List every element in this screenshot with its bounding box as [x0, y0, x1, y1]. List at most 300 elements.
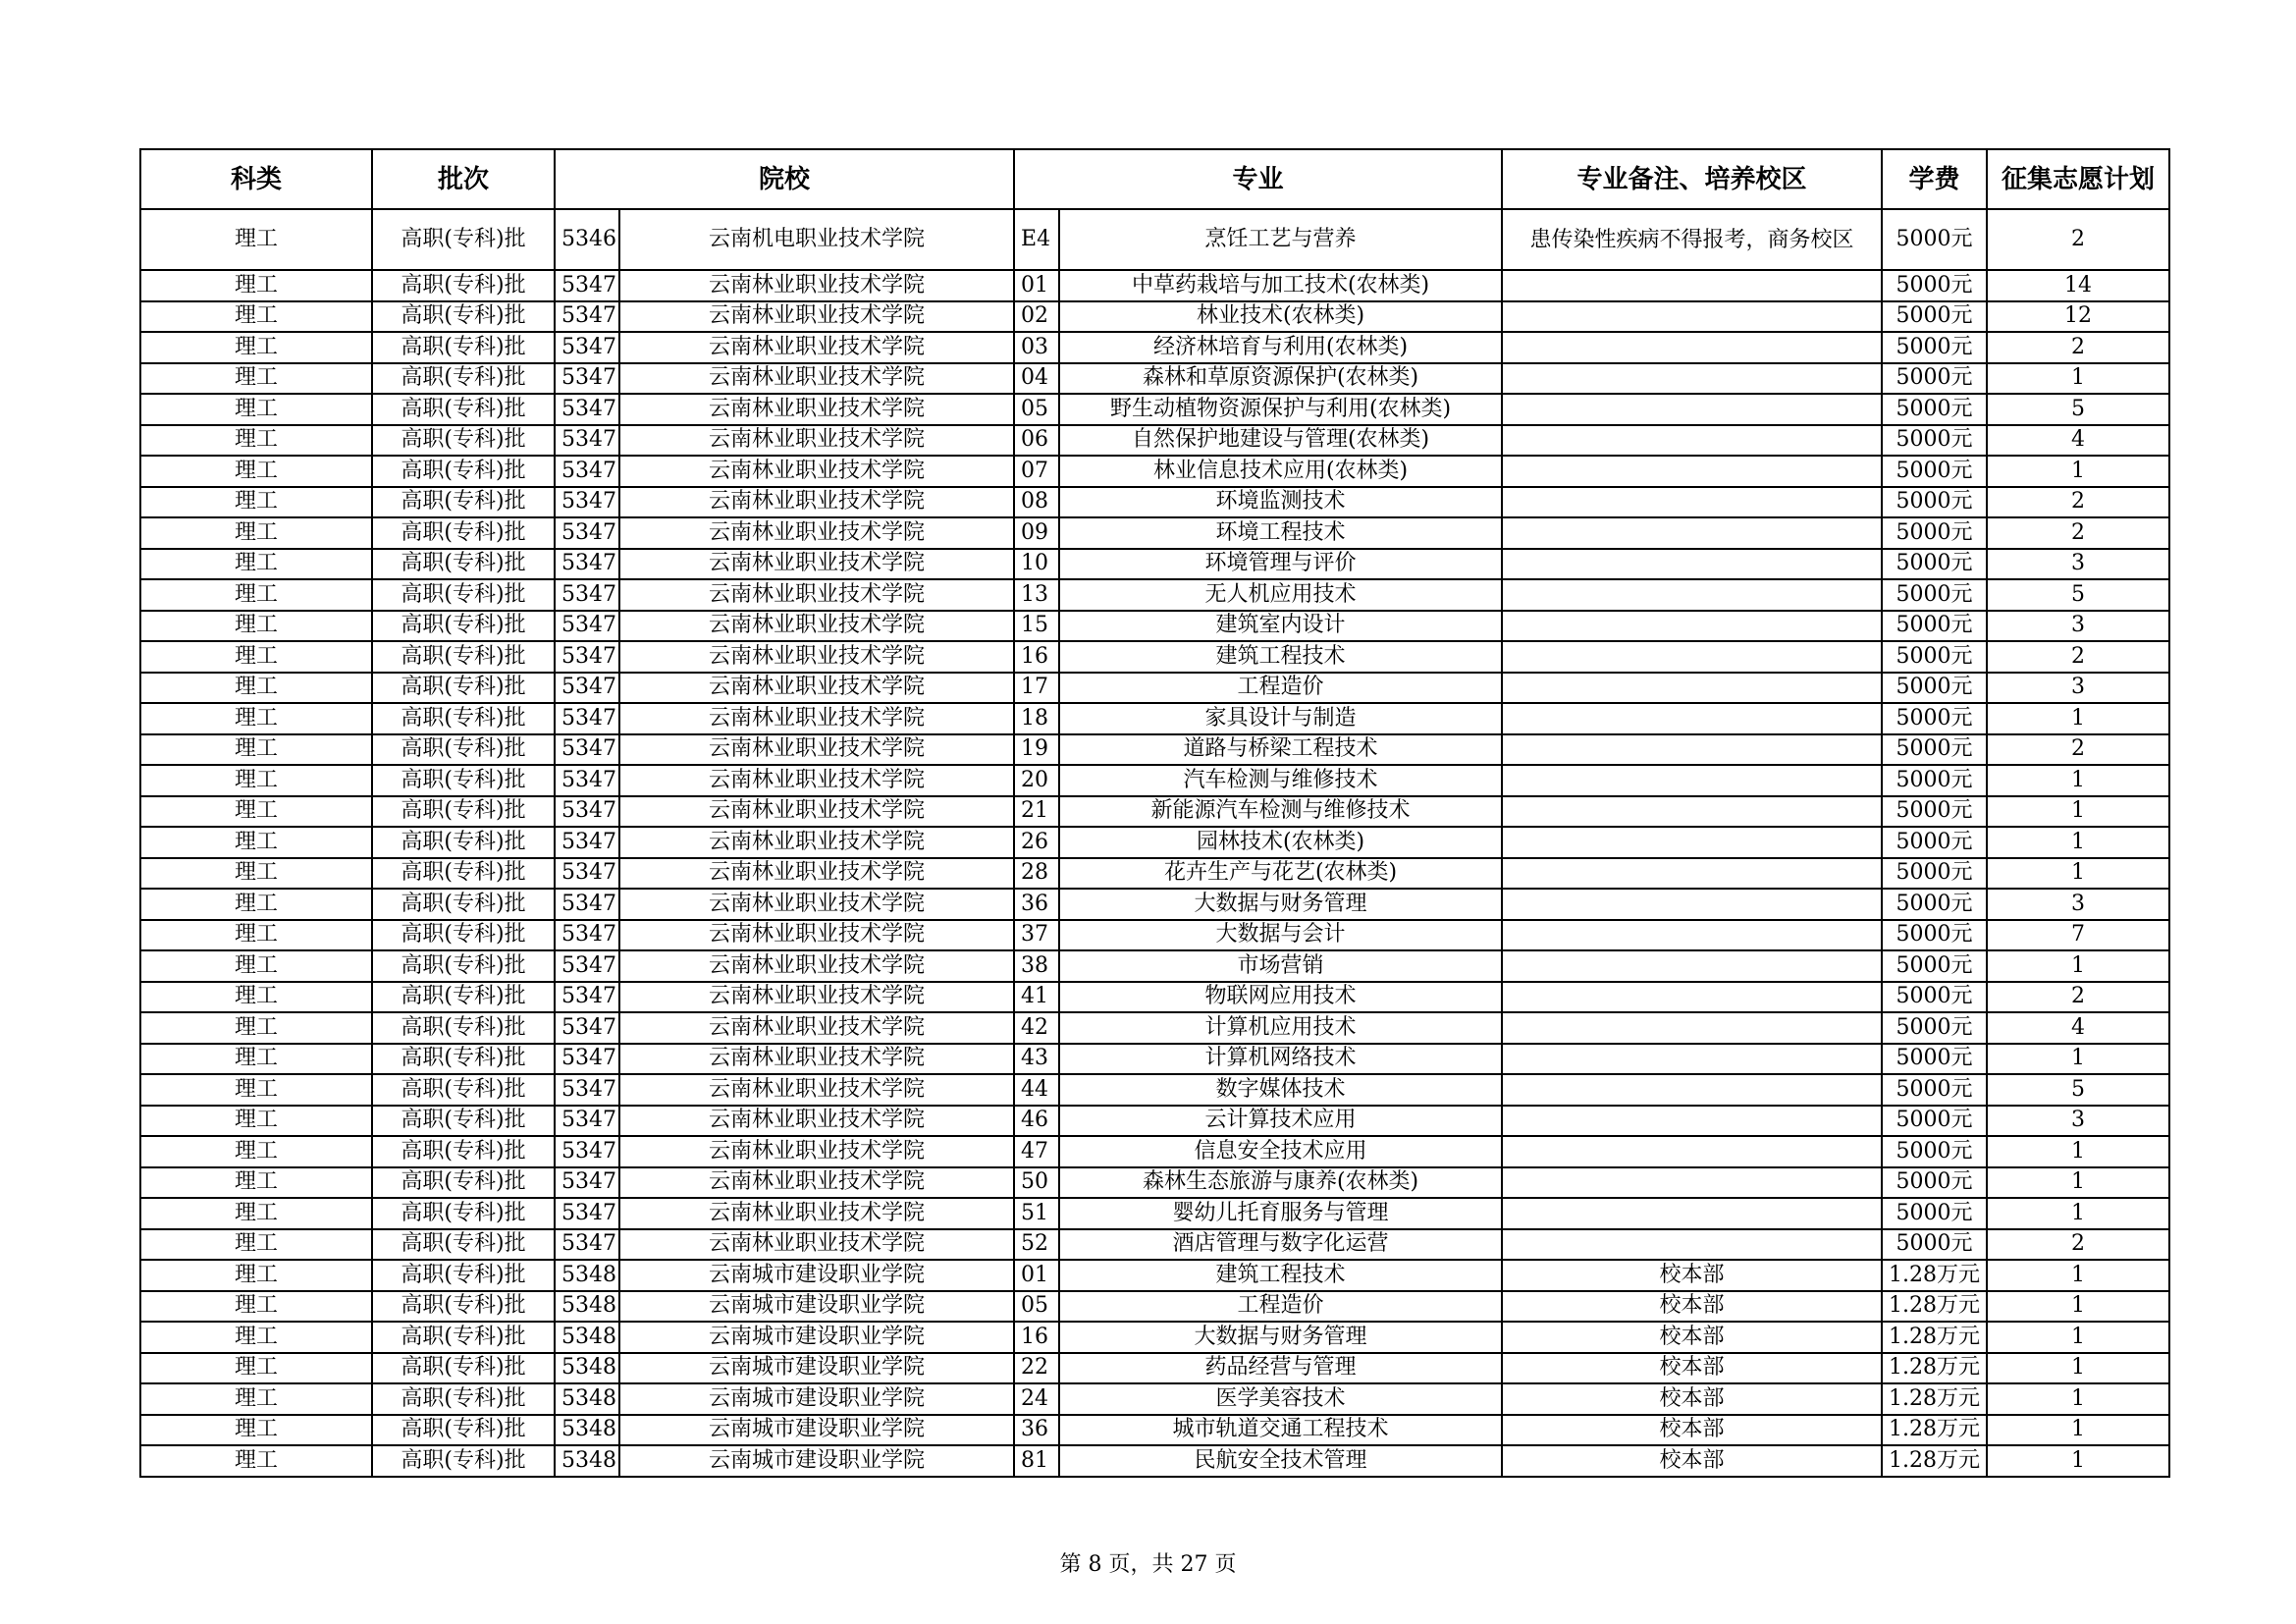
- cell-school: 云南林业职业技术学院: [619, 579, 1014, 611]
- cell-school: 云南林业职业技术学院: [619, 456, 1014, 487]
- cell-category: 理工: [140, 332, 372, 363]
- cell-fee: 1.28万元: [1882, 1415, 1987, 1446]
- cell-batch: 高职(专科)批: [372, 301, 555, 333]
- cell-major: 建筑室内设计: [1059, 611, 1502, 642]
- header-row: [140, 149, 2169, 209]
- cell-school-code: 5347: [555, 611, 619, 642]
- cell-note: [1502, 579, 1882, 611]
- cell-school: 云南城市建设职业学院: [619, 1415, 1014, 1446]
- cell-school-code: 5347: [555, 1229, 619, 1261]
- cell-note: [1502, 950, 1882, 982]
- cell-category: 理工: [140, 456, 372, 487]
- table-row: [140, 209, 2169, 270]
- cell-category: 理工: [140, 1198, 372, 1229]
- cell-school-code: 5347: [555, 549, 619, 580]
- table-row: [140, 982, 2169, 1013]
- cell-major-code: 21: [1014, 796, 1059, 828]
- cell-school-code: 5346: [555, 209, 619, 270]
- cell-major-code: E4: [1014, 209, 1059, 270]
- cell-batch: 高职(专科)批: [372, 611, 555, 642]
- cell-note: [1502, 394, 1882, 425]
- cell-major-code: 06: [1014, 425, 1059, 457]
- cell-school: 云南林业职业技术学院: [619, 827, 1014, 858]
- cell-note: 校本部: [1502, 1415, 1882, 1446]
- cell-fee: 5000元: [1882, 765, 1987, 796]
- cell-major-code: 41: [1014, 982, 1059, 1013]
- cell-note: [1502, 703, 1882, 734]
- cell-category: 理工: [140, 1291, 372, 1323]
- cell-fee: 5000元: [1882, 1229, 1987, 1261]
- cell-school-code: 5347: [555, 982, 619, 1013]
- cell-category: 理工: [140, 425, 372, 457]
- cell-major: 药品经营与管理: [1059, 1353, 1502, 1384]
- cell-school: 云南林业职业技术学院: [619, 611, 1014, 642]
- cell-major: 建筑工程技术: [1059, 641, 1502, 673]
- cell-major-code: 07: [1014, 456, 1059, 487]
- cell-plan: 1: [1987, 1167, 2169, 1199]
- cell-fee: 5000元: [1882, 456, 1987, 487]
- table-row: [140, 394, 2169, 425]
- table-row: [140, 1106, 2169, 1137]
- cell-major-code: 16: [1014, 1322, 1059, 1353]
- cell-batch: 高职(专科)批: [372, 1012, 555, 1044]
- cell-category: 理工: [140, 673, 372, 704]
- cell-plan: 3: [1987, 889, 2169, 920]
- cell-plan: 2: [1987, 982, 2169, 1013]
- cell-major: 野生动植物资源保护与利用(农林类): [1059, 394, 1502, 425]
- cell-plan: 2: [1987, 332, 2169, 363]
- table-row: [140, 332, 2169, 363]
- cell-school: 云南机电职业技术学院: [619, 209, 1014, 270]
- cell-fee: 5000元: [1882, 579, 1987, 611]
- cell-batch: 高职(专科)批: [372, 517, 555, 549]
- cell-note: 校本部: [1502, 1445, 1882, 1477]
- cell-major-code: 24: [1014, 1383, 1059, 1415]
- cell-plan: 1: [1987, 1136, 2169, 1167]
- table-row: [140, 1291, 2169, 1323]
- cell-note: [1502, 765, 1882, 796]
- table-row: [140, 456, 2169, 487]
- cell-plan: 2: [1987, 641, 2169, 673]
- cell-batch: 高职(专科)批: [372, 579, 555, 611]
- cell-plan: 3: [1987, 549, 2169, 580]
- cell-category: 理工: [140, 1044, 372, 1075]
- cell-school: 云南林业职业技术学院: [619, 394, 1014, 425]
- cell-fee: 5000元: [1882, 703, 1987, 734]
- cell-note: [1502, 1074, 1882, 1106]
- cell-major-code: 42: [1014, 1012, 1059, 1044]
- cell-note: [1502, 641, 1882, 673]
- table-row: [140, 549, 2169, 580]
- cell-note: [1502, 1167, 1882, 1199]
- cell-batch: 高职(专科)批: [372, 734, 555, 766]
- cell-fee: 1.28万元: [1882, 1260, 1987, 1291]
- cell-batch: 高职(专科)批: [372, 270, 555, 301]
- cell-school-code: 5347: [555, 487, 619, 518]
- cell-fee: 5000元: [1882, 734, 1987, 766]
- cell-school-code: 5347: [555, 734, 619, 766]
- cell-major: 林业信息技术应用(农林类): [1059, 456, 1502, 487]
- cell-plan: 4: [1987, 1012, 2169, 1044]
- cell-note: [1502, 1044, 1882, 1075]
- cell-batch: 高职(专科)批: [372, 487, 555, 518]
- cell-batch: 高职(专科)批: [372, 703, 555, 734]
- cell-plan: 3: [1987, 611, 2169, 642]
- cell-major-code: 43: [1014, 1044, 1059, 1075]
- cell-plan: 1: [1987, 703, 2169, 734]
- cell-school: 云南林业职业技术学院: [619, 1074, 1014, 1106]
- cell-category: 理工: [140, 765, 372, 796]
- cell-school-code: 5347: [555, 950, 619, 982]
- cell-major: 信息安全技术应用: [1059, 1136, 1502, 1167]
- cell-plan: 1: [1987, 827, 2169, 858]
- cell-fee: 5000元: [1882, 796, 1987, 828]
- cell-batch: 高职(专科)批: [372, 1167, 555, 1199]
- cell-plan: 1: [1987, 796, 2169, 828]
- table-row: [140, 1445, 2169, 1477]
- table-body: [140, 209, 2169, 1477]
- cell-category: 理工: [140, 1136, 372, 1167]
- table-row: [140, 734, 2169, 766]
- cell-batch: 高职(专科)批: [372, 827, 555, 858]
- cell-major-code: 10: [1014, 549, 1059, 580]
- cell-fee: 5000元: [1882, 1044, 1987, 1075]
- table-row: [140, 950, 2169, 982]
- cell-fee: 5000元: [1882, 394, 1987, 425]
- cell-major-code: 26: [1014, 827, 1059, 858]
- header-school: 院校: [555, 149, 1014, 209]
- table-row: [140, 1012, 2169, 1044]
- cell-plan: 4: [1987, 425, 2169, 457]
- cell-note: [1502, 332, 1882, 363]
- cell-fee: 5000元: [1882, 549, 1987, 580]
- cell-category: 理工: [140, 1383, 372, 1415]
- table-row: [140, 487, 2169, 518]
- cell-major-code: 17: [1014, 673, 1059, 704]
- cell-major: 民航安全技术管理: [1059, 1445, 1502, 1477]
- cell-batch: 高职(专科)批: [372, 394, 555, 425]
- page-footer: 第 8 页，共 27 页: [1059, 1552, 1237, 1577]
- cell-fee: 1.28万元: [1882, 1353, 1987, 1384]
- cell-note: [1502, 487, 1882, 518]
- cell-major: 物联网应用技术: [1059, 982, 1502, 1013]
- cell-fee: 5000元: [1882, 1167, 1987, 1199]
- cell-major-code: 36: [1014, 1415, 1059, 1446]
- cell-batch: 高职(专科)批: [372, 858, 555, 890]
- cell-major: 烹饪工艺与营养: [1059, 209, 1502, 270]
- cell-major: 经济林培育与利用(农林类): [1059, 332, 1502, 363]
- cell-fee: 5000元: [1882, 920, 1987, 951]
- cell-plan: 1: [1987, 1291, 2169, 1323]
- cell-major: 城市轨道交通工程技术: [1059, 1415, 1502, 1446]
- cell-school: 云南林业职业技术学院: [619, 1167, 1014, 1199]
- cell-major: 环境管理与评价: [1059, 549, 1502, 580]
- cell-batch: 高职(专科)批: [372, 1353, 555, 1384]
- cell-note: [1502, 1198, 1882, 1229]
- cell-school: 云南林业职业技术学院: [619, 1229, 1014, 1261]
- header-category: 科类: [140, 149, 372, 209]
- table-row: [140, 1198, 2169, 1229]
- cell-plan: 1: [1987, 1353, 2169, 1384]
- cell-major-code: 50: [1014, 1167, 1059, 1199]
- cell-plan: 5: [1987, 1074, 2169, 1106]
- cell-fee: 5000元: [1882, 611, 1987, 642]
- cell-plan: 2: [1987, 1229, 2169, 1261]
- cell-batch: 高职(专科)批: [372, 1136, 555, 1167]
- cell-fee: 5000元: [1882, 209, 1987, 270]
- table-row: [140, 1415, 2169, 1446]
- cell-major: 医学美容技术: [1059, 1383, 1502, 1415]
- cell-note: [1502, 611, 1882, 642]
- cell-major-code: 08: [1014, 487, 1059, 518]
- cell-school: 云南林业职业技术学院: [619, 1012, 1014, 1044]
- cell-category: 理工: [140, 517, 372, 549]
- cell-major-code: 44: [1014, 1074, 1059, 1106]
- admission-plan-table: [139, 148, 2170, 1478]
- cell-note: [1502, 301, 1882, 333]
- cell-major: 建筑工程技术: [1059, 1260, 1502, 1291]
- cell-major-code: 16: [1014, 641, 1059, 673]
- cell-plan: 2: [1987, 487, 2169, 518]
- cell-school: 云南林业职业技术学院: [619, 1198, 1014, 1229]
- table-row: [140, 920, 2169, 951]
- table-row: [140, 363, 2169, 395]
- cell-school-code: 5348: [555, 1383, 619, 1415]
- cell-fee: 5000元: [1882, 332, 1987, 363]
- cell-plan: 3: [1987, 673, 2169, 704]
- cell-major-code: 02: [1014, 301, 1059, 333]
- cell-category: 理工: [140, 270, 372, 301]
- header-fee: 学费: [1882, 149, 1987, 209]
- cell-major-code: 20: [1014, 765, 1059, 796]
- cell-major-code: 51: [1014, 1198, 1059, 1229]
- cell-note: [1502, 889, 1882, 920]
- cell-school: 云南林业职业技术学院: [619, 796, 1014, 828]
- cell-fee: 1.28万元: [1882, 1291, 1987, 1323]
- cell-note: [1502, 920, 1882, 951]
- cell-school: 云南林业职业技术学院: [619, 982, 1014, 1013]
- cell-school-code: 5347: [555, 641, 619, 673]
- cell-school: 云南林业职业技术学院: [619, 549, 1014, 580]
- cell-plan: 1: [1987, 765, 2169, 796]
- cell-fee: 5000元: [1882, 889, 1987, 920]
- cell-major-code: 05: [1014, 394, 1059, 425]
- cell-school-code: 5348: [555, 1445, 619, 1477]
- cell-major: 工程造价: [1059, 1291, 1502, 1323]
- cell-plan: 1: [1987, 1445, 2169, 1477]
- cell-school-code: 5347: [555, 1106, 619, 1137]
- cell-school-code: 5347: [555, 425, 619, 457]
- cell-fee: 5000元: [1882, 301, 1987, 333]
- cell-school-code: 5347: [555, 1074, 619, 1106]
- cell-category: 理工: [140, 1074, 372, 1106]
- cell-plan: 2: [1987, 209, 2169, 270]
- cell-school: 云南城市建设职业学院: [619, 1291, 1014, 1323]
- cell-major: 计算机应用技术: [1059, 1012, 1502, 1044]
- cell-category: 理工: [140, 1167, 372, 1199]
- cell-batch: 高职(专科)批: [372, 641, 555, 673]
- cell-school-code: 5347: [555, 703, 619, 734]
- cell-major-code: 19: [1014, 734, 1059, 766]
- cell-category: 理工: [140, 827, 372, 858]
- table-row: [140, 827, 2169, 858]
- cell-batch: 高职(专科)批: [372, 363, 555, 395]
- cell-plan: 5: [1987, 394, 2169, 425]
- cell-school: 云南林业职业技术学院: [619, 950, 1014, 982]
- cell-major: 大数据与财务管理: [1059, 1322, 1502, 1353]
- table-row: [140, 517, 2169, 549]
- cell-batch: 高职(专科)批: [372, 796, 555, 828]
- table-row: [140, 1322, 2169, 1353]
- cell-batch: 高职(专科)批: [372, 982, 555, 1013]
- cell-plan: 14: [1987, 270, 2169, 301]
- cell-note: [1502, 982, 1882, 1013]
- cell-school: 云南林业职业技术学院: [619, 1044, 1014, 1075]
- cell-school: 云南城市建设职业学院: [619, 1445, 1014, 1477]
- cell-plan: 2: [1987, 517, 2169, 549]
- cell-category: 理工: [140, 301, 372, 333]
- cell-major: 酒店管理与数字化运营: [1059, 1229, 1502, 1261]
- cell-category: 理工: [140, 703, 372, 734]
- cell-fee: 1.28万元: [1882, 1322, 1987, 1353]
- cell-note: [1502, 796, 1882, 828]
- cell-school-code: 5347: [555, 858, 619, 890]
- cell-major-code: 05: [1014, 1291, 1059, 1323]
- cell-fee: 5000元: [1882, 517, 1987, 549]
- table-row: [140, 1044, 2169, 1075]
- cell-batch: 高职(专科)批: [372, 1198, 555, 1229]
- cell-batch: 高职(专科)批: [372, 1322, 555, 1353]
- cell-major-code: 37: [1014, 920, 1059, 951]
- cell-batch: 高职(专科)批: [372, 1445, 555, 1477]
- cell-category: 理工: [140, 889, 372, 920]
- cell-school-code: 5347: [555, 332, 619, 363]
- header-major: 专业: [1014, 149, 1502, 209]
- table-row: [140, 1353, 2169, 1384]
- cell-note: [1502, 858, 1882, 890]
- cell-school-code: 5347: [555, 1136, 619, 1167]
- table-row: [140, 1074, 2169, 1106]
- table-row: [140, 1136, 2169, 1167]
- table-row: [140, 703, 2169, 734]
- cell-school-code: 5347: [555, 827, 619, 858]
- table-row: [140, 425, 2169, 457]
- cell-category: 理工: [140, 796, 372, 828]
- cell-note: [1502, 673, 1882, 704]
- cell-plan: 1: [1987, 363, 2169, 395]
- table-row: [140, 1260, 2169, 1291]
- cell-school: 云南林业职业技术学院: [619, 487, 1014, 518]
- cell-note: 患传染性疾病不得报考，商务校区: [1502, 209, 1882, 270]
- cell-major: 云计算技术应用: [1059, 1106, 1502, 1137]
- cell-school-code: 5347: [555, 1198, 619, 1229]
- cell-fee: 5000元: [1882, 363, 1987, 395]
- header-plan: 征集志愿计划: [1987, 149, 2169, 209]
- cell-major-code: 03: [1014, 332, 1059, 363]
- table-row: [140, 858, 2169, 890]
- table-row: [140, 301, 2169, 333]
- cell-school: 云南林业职业技术学院: [619, 1136, 1014, 1167]
- cell-major: 新能源汽车检测与维修技术: [1059, 796, 1502, 828]
- cell-fee: 5000元: [1882, 487, 1987, 518]
- table-row: [140, 765, 2169, 796]
- cell-category: 理工: [140, 394, 372, 425]
- cell-major-code: 36: [1014, 889, 1059, 920]
- cell-major: 婴幼儿托育服务与管理: [1059, 1198, 1502, 1229]
- cell-major: 环境监测技术: [1059, 487, 1502, 518]
- cell-category: 理工: [140, 734, 372, 766]
- cell-fee: 5000元: [1882, 827, 1987, 858]
- cell-school: 云南林业职业技术学院: [619, 858, 1014, 890]
- cell-note: [1502, 363, 1882, 395]
- cell-category: 理工: [140, 579, 372, 611]
- cell-major-code: 46: [1014, 1106, 1059, 1137]
- cell-major-code: 04: [1014, 363, 1059, 395]
- cell-major: 道路与桥梁工程技术: [1059, 734, 1502, 766]
- cell-fee: 5000元: [1882, 270, 1987, 301]
- cell-school: 云南林业职业技术学院: [619, 363, 1014, 395]
- cell-category: 理工: [140, 487, 372, 518]
- cell-fee: 5000元: [1882, 858, 1987, 890]
- cell-fee: 5000元: [1882, 1198, 1987, 1229]
- header-batch: 批次: [372, 149, 555, 209]
- cell-major-code: 47: [1014, 1136, 1059, 1167]
- cell-fee: 5000元: [1882, 1106, 1987, 1137]
- cell-school: 云南林业职业技术学院: [619, 889, 1014, 920]
- cell-category: 理工: [140, 950, 372, 982]
- cell-note: 校本部: [1502, 1260, 1882, 1291]
- cell-batch: 高职(专科)批: [372, 209, 555, 270]
- cell-school-code: 5347: [555, 920, 619, 951]
- cell-school-code: 5347: [555, 456, 619, 487]
- cell-school: 云南林业职业技术学院: [619, 673, 1014, 704]
- cell-plan: 1: [1987, 858, 2169, 890]
- cell-major-code: 01: [1014, 270, 1059, 301]
- cell-plan: 3: [1987, 1106, 2169, 1137]
- table-row: [140, 1229, 2169, 1261]
- cell-major: 园林技术(农林类): [1059, 827, 1502, 858]
- table-row: [140, 1167, 2169, 1199]
- cell-fee: 1.28万元: [1882, 1445, 1987, 1477]
- cell-school-code: 5348: [555, 1353, 619, 1384]
- cell-plan: 1: [1987, 950, 2169, 982]
- cell-school-code: 5347: [555, 579, 619, 611]
- cell-plan: 1: [1987, 1044, 2169, 1075]
- cell-note: [1502, 549, 1882, 580]
- cell-note: [1502, 270, 1882, 301]
- cell-school: 云南林业职业技术学院: [619, 425, 1014, 457]
- cell-batch: 高职(专科)批: [372, 1415, 555, 1446]
- cell-note: 校本部: [1502, 1322, 1882, 1353]
- cell-major: 森林生态旅游与康养(农林类): [1059, 1167, 1502, 1199]
- table-row: [140, 641, 2169, 673]
- cell-school: 云南林业职业技术学院: [619, 517, 1014, 549]
- cell-major: 市场营销: [1059, 950, 1502, 982]
- cell-school-code: 5347: [555, 363, 619, 395]
- table-row: [140, 796, 2169, 828]
- cell-fee: 5000元: [1882, 1074, 1987, 1106]
- cell-major-code: 13: [1014, 579, 1059, 611]
- cell-fee: 5000元: [1882, 982, 1987, 1013]
- cell-school-code: 5347: [555, 517, 619, 549]
- cell-category: 理工: [140, 549, 372, 580]
- cell-note: [1502, 1106, 1882, 1137]
- table-row: [140, 579, 2169, 611]
- cell-note: [1502, 734, 1882, 766]
- cell-school-code: 5348: [555, 1322, 619, 1353]
- cell-school: 云南林业职业技术学院: [619, 270, 1014, 301]
- cell-school: 云南城市建设职业学院: [619, 1322, 1014, 1353]
